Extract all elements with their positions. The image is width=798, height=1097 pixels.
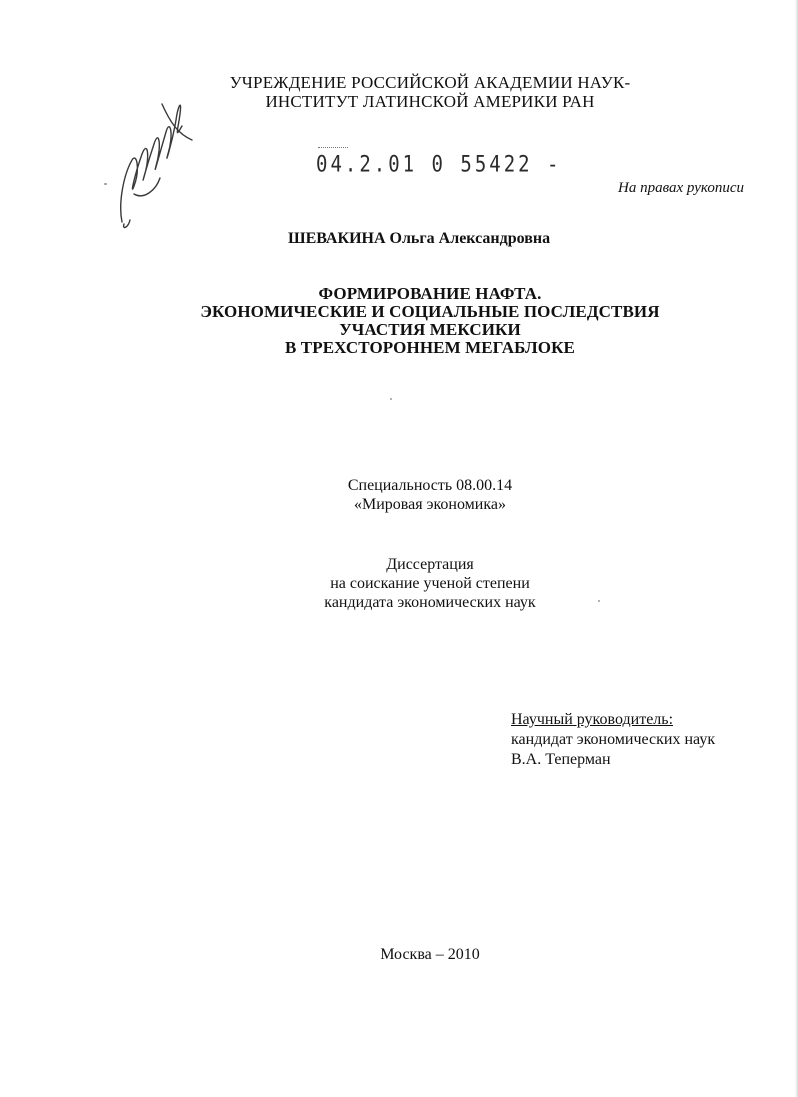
thesis-type: Диссертация (386, 556, 474, 573)
advisor-block (511, 710, 715, 770)
advisor-label: Научный руководитель: (511, 711, 674, 728)
dissertation-title (0, 285, 798, 357)
handwritten-signature (104, 82, 204, 232)
institution-line-2: ИНСТИТУТ ЛАТИНСКОЙ АМЕРИКИ РАН (265, 92, 595, 111)
city-year: Москва – 2010 (380, 946, 480, 963)
rights-note: На правах рукописи (618, 180, 744, 196)
specialty-block (0, 476, 798, 514)
title-line-4: В ТРЕХСТОРОННЕМ МЕГАБЛОКЕ (285, 338, 575, 357)
title-line-2: ЭКОНОМИЧЕСКИЕ И СОЦИАЛЬНЫЕ ПОСЛЕДСТВИЯ (200, 302, 660, 321)
scan-speck (104, 183, 107, 185)
archive-stamp-code: 04.2.01 0 55422 - (316, 152, 562, 178)
stamp-mark (318, 147, 348, 151)
title-line-3: УЧАСТИЯ МЕКСИКИ (339, 320, 521, 339)
scan-speck (598, 600, 600, 602)
institution-line-1: УЧРЕЖДЕНИЕ РОССИЙСКОЙ АКАДЕМИИ НАУК- (229, 73, 631, 92)
scan-speck (390, 398, 392, 400)
thesis-purpose: на соискание ученой степени (330, 575, 530, 592)
specialty-code: Специальность 08.00.14 (347, 477, 513, 494)
specialty-name: «Мировая экономика» (354, 496, 506, 513)
advisor-name: В.А. Теперман (511, 751, 611, 768)
author-name: ШЕВАКИНА Ольга Александровна (288, 230, 551, 247)
advisor-degree: кандидат экономических наук (511, 731, 716, 748)
title-line-1: ФОРМИРОВАНИЕ НАФТА. (318, 284, 542, 303)
thesis-block (0, 555, 798, 612)
thesis-degree: кандидата экономических наук (324, 594, 536, 611)
